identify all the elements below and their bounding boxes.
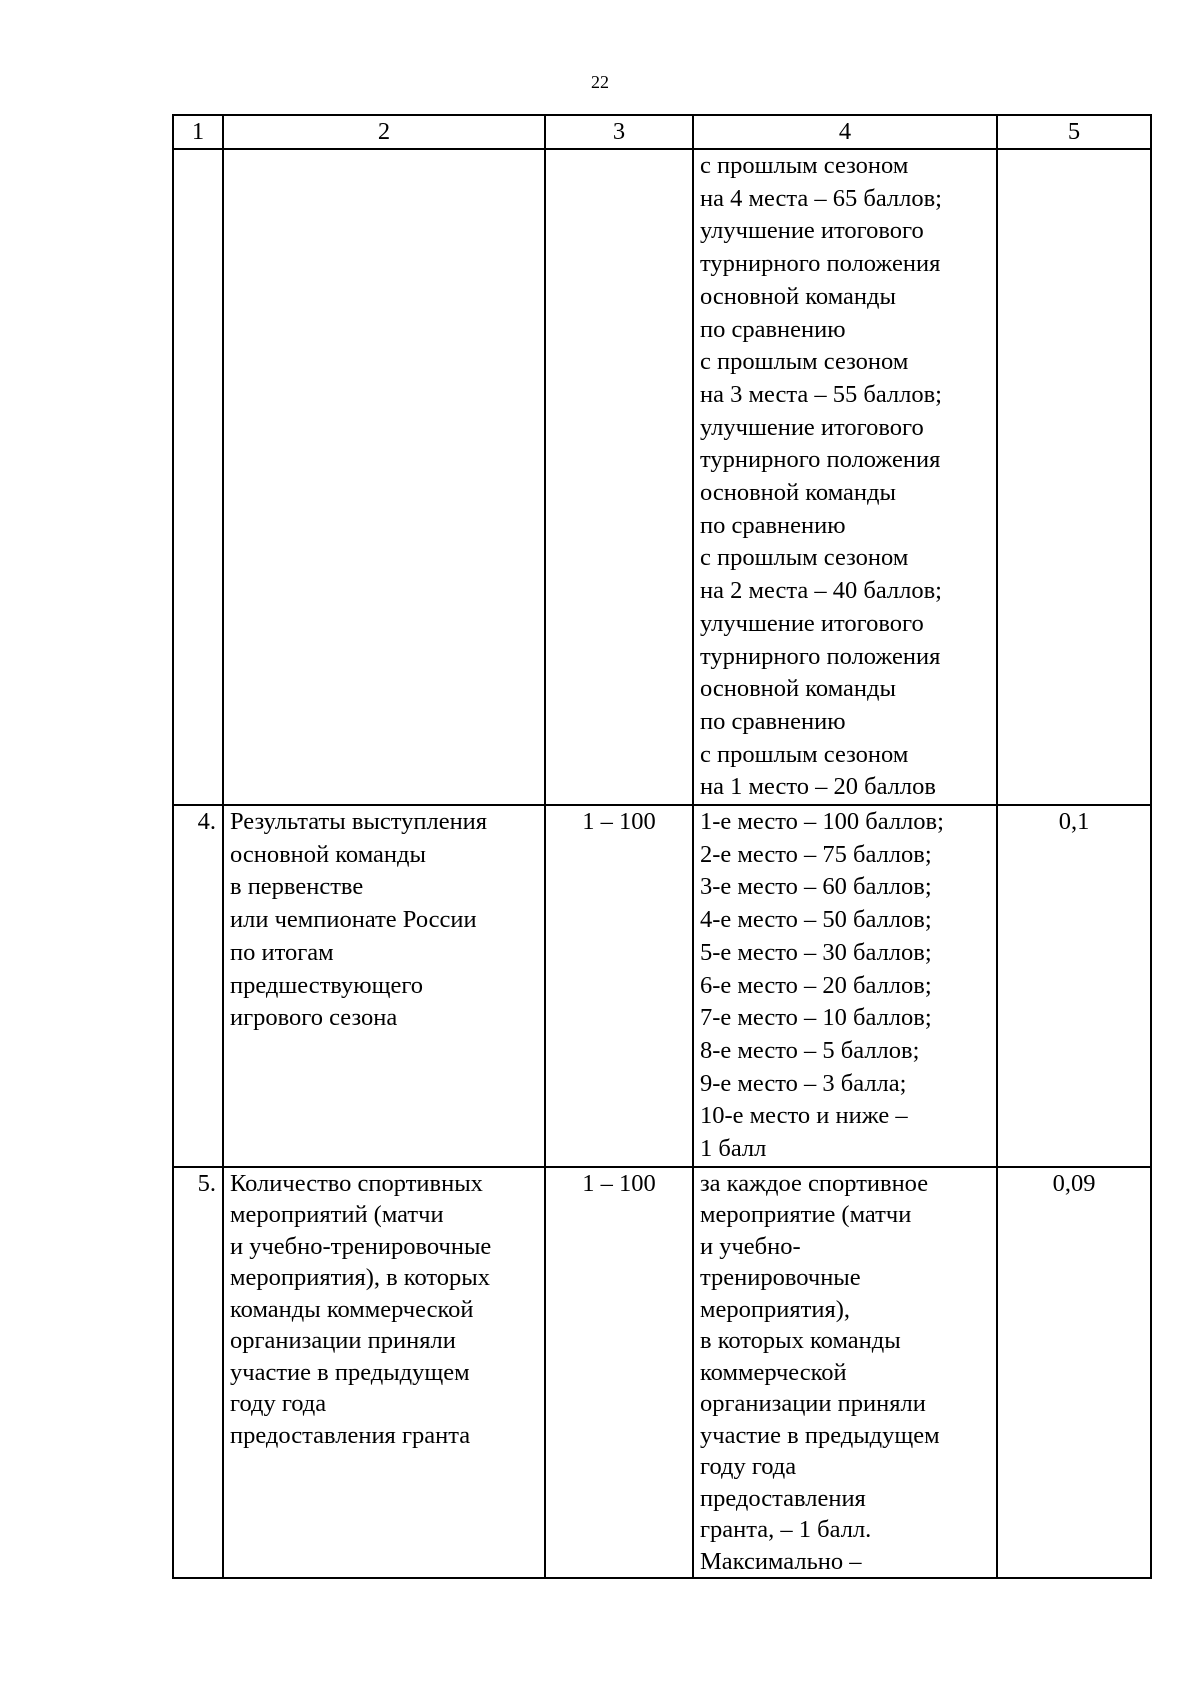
criterion-line: предшествующего bbox=[230, 971, 424, 999]
scoring-line: коммерческой bbox=[700, 1358, 847, 1386]
table-row bbox=[173, 805, 1151, 1167]
scoring-line: организации приняли bbox=[700, 1390, 926, 1418]
scoring-line: турнирного положения bbox=[700, 642, 941, 670]
header-cell: 1 bbox=[173, 115, 223, 149]
range-cell bbox=[545, 149, 693, 805]
scoring-line: 2-е место – 75 баллов; bbox=[700, 840, 932, 868]
scoring-line: 6-е место – 20 баллов; bbox=[700, 971, 932, 999]
header-cell: 3 bbox=[545, 115, 693, 149]
table-row bbox=[173, 1167, 1151, 1579]
scoring-line: с прошлым сезоном bbox=[700, 152, 909, 179]
weight-cell: 0,09 bbox=[997, 1167, 1151, 1579]
scoring-line: 9-е место – 3 балла; bbox=[700, 1069, 907, 1097]
criterion-cell bbox=[223, 149, 545, 805]
criterion-line: в первенстве bbox=[230, 873, 364, 901]
row-number: 4. bbox=[173, 805, 223, 1167]
row-number: 5. bbox=[173, 1167, 223, 1579]
scoring-line: с прошлым сезоном bbox=[700, 348, 909, 376]
scoring-line: участие в предыдущем bbox=[700, 1421, 940, 1449]
scoring-line: 1-е место – 100 баллов; bbox=[700, 808, 944, 836]
scoring-line: 3-е место – 60 баллов; bbox=[700, 873, 932, 901]
scoring-line: в которых команды bbox=[700, 1327, 901, 1355]
scoring-line: тренировочные bbox=[700, 1264, 861, 1292]
scoring-line: предоставления bbox=[700, 1484, 866, 1512]
scoring-line: с прошлым сезоном bbox=[700, 544, 909, 572]
criterion-line: мероприятий (матчи bbox=[230, 1201, 444, 1229]
scoring-line: 10-е место и ниже – bbox=[700, 1102, 908, 1130]
scoring-line: на 4 места – 65 баллов; bbox=[700, 184, 942, 212]
scoring-line: 7-е место – 10 баллов; bbox=[700, 1004, 932, 1032]
scoring-line: гранта, – 1 балл. bbox=[700, 1516, 872, 1544]
scoring-line: улучшение итогового bbox=[700, 413, 924, 441]
scoring-line: мероприятия), bbox=[700, 1295, 850, 1323]
scoring-line: 4-е место – 50 баллов; bbox=[700, 906, 932, 934]
scoring-cell bbox=[693, 805, 997, 1167]
criterion-line: игрового сезона bbox=[230, 1004, 398, 1032]
criterion-cell bbox=[223, 805, 545, 1167]
scoring-line: с прошлым сезоном bbox=[700, 740, 909, 768]
scoring-line: турнирного положения bbox=[700, 446, 941, 474]
criterion-line: участие в предыдущем bbox=[230, 1358, 470, 1386]
scoring-line: 8-е место – 5 баллов; bbox=[700, 1036, 920, 1064]
scoring-line: улучшение итогового bbox=[700, 217, 924, 245]
criterion-line: организации приняли bbox=[230, 1327, 456, 1355]
range-cell: 1 – 100 bbox=[545, 805, 693, 1167]
criterion-line: году года bbox=[230, 1390, 327, 1418]
criterion-line: Количество спортивных bbox=[230, 1169, 483, 1197]
criterion-line: команды коммерческой bbox=[230, 1295, 474, 1323]
scoring-line: по сравнению bbox=[700, 707, 846, 735]
scoring-cell bbox=[693, 1167, 997, 1579]
scoring-line: по сравнению bbox=[700, 511, 846, 539]
scoring-line: основной команды bbox=[700, 675, 896, 703]
scoring-line: году года bbox=[700, 1453, 797, 1481]
page-number: 22 bbox=[591, 72, 609, 92]
scoring-line: по сравнению bbox=[700, 315, 846, 343]
scoring-line: мероприятие (матчи bbox=[700, 1201, 912, 1229]
range-cell: 1 – 100 bbox=[545, 1167, 693, 1579]
row-number bbox=[173, 149, 223, 805]
criterion-line: или чемпионате России bbox=[230, 906, 477, 934]
header-cell: 4 bbox=[693, 115, 997, 149]
criterion-line: основной команды bbox=[230, 840, 426, 868]
scoring-line: улучшение итогового bbox=[700, 609, 924, 637]
table-header-row bbox=[173, 115, 1151, 149]
criterion-line: по итогам bbox=[230, 938, 334, 966]
criterion-cell bbox=[223, 1167, 545, 1579]
scoring-line: Максимально – bbox=[700, 1547, 862, 1575]
criterion-line: Результаты выступления bbox=[230, 808, 488, 836]
scoring-line: на 2 места – 40 баллов; bbox=[700, 577, 942, 605]
criterion-line: мероприятия), в которых bbox=[230, 1264, 490, 1292]
scoring-line: основной команды bbox=[700, 282, 896, 310]
weight-cell bbox=[997, 149, 1151, 805]
weight-cell: 0,1 bbox=[997, 805, 1151, 1167]
header-cell: 2 bbox=[223, 115, 545, 149]
scoring-cell bbox=[693, 149, 997, 805]
criteria-table bbox=[172, 114, 1152, 1579]
scoring-line: турнирного положения bbox=[700, 250, 941, 278]
scoring-line: и учебно- bbox=[700, 1232, 801, 1260]
scoring-line: за каждое спортивное bbox=[700, 1169, 929, 1197]
criterion-line: предоставления гранта bbox=[230, 1421, 471, 1449]
scoring-line: основной команды bbox=[700, 479, 896, 507]
scoring-line: 1 балл bbox=[700, 1135, 767, 1163]
criterion-line: и учебно-тренировочные bbox=[230, 1232, 492, 1260]
scoring-line: 5-е место – 30 баллов; bbox=[700, 938, 932, 966]
header-cell: 5 bbox=[997, 115, 1151, 149]
table-row bbox=[173, 149, 1151, 805]
scoring-line: на 3 места – 55 баллов; bbox=[700, 380, 942, 408]
scoring-line: на 1 место – 20 баллов bbox=[700, 773, 936, 801]
